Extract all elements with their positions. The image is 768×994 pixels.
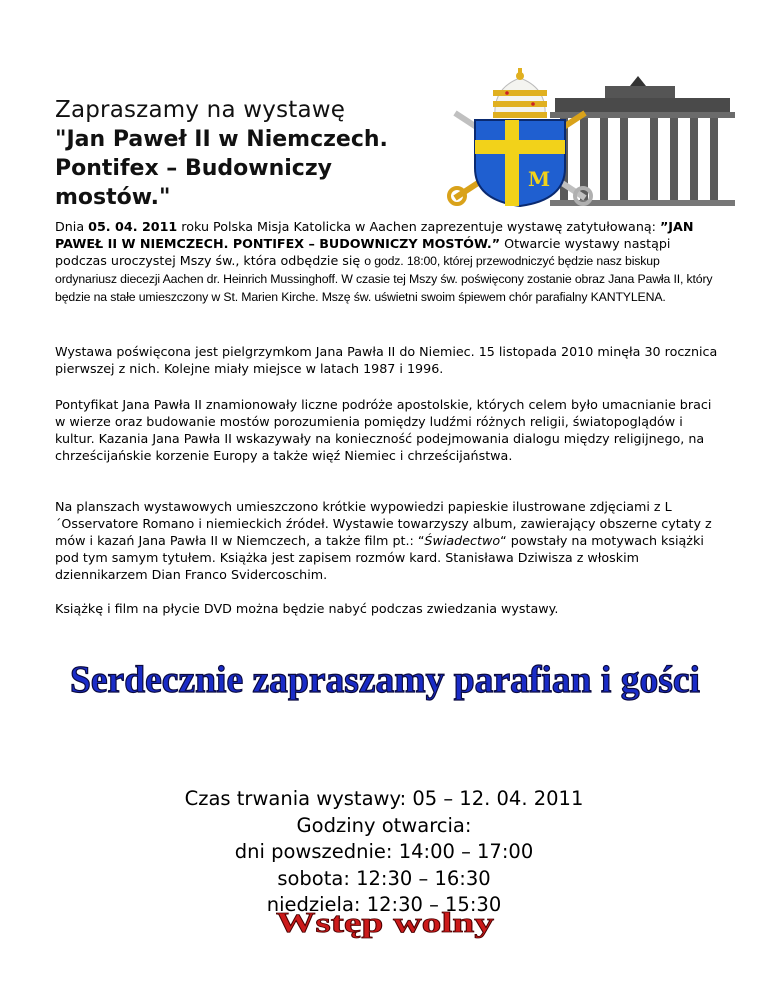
paragraph-pontificate xyxy=(55,396,720,464)
opening-hours-label: Godziny otwarcia: xyxy=(296,813,472,837)
invitation-banner xyxy=(60,648,710,710)
exhibition-title xyxy=(55,96,455,212)
paragraph-text: Pontyfikat Jana Pawła II znamionowały liczne podróże apostolskie, których celem było umacnianie braci w wierze oraz budowanie mostów porozumienia pomiędzy ludźmi różnych religii, światopoglądów i kultur. Kazania Jana Pawła II wskazywały na konieczność podejmowania dialogu między religijnego, na chrześcijańskie korzenie Europy a także więź Niemiec i chrześcijaństwa. xyxy=(55,397,712,463)
paragraph-text: Wystawa poświęcona jest pielgrzymkom Jana Pawła II do Niemiec. 15 listopada 2010 minęła 30 rocznica pierwszej z nich. Kolejne miały miejsce w latach 1987 i 1996. xyxy=(55,344,718,376)
text-segment: Otwarcie wystawy nastąpi podczas uroczystej Mszy św., która odbędzie się xyxy=(55,236,671,268)
marian-cross-shield-icon xyxy=(475,120,565,206)
saturday-hours: sobota: 12:30 – 16:30 xyxy=(277,866,491,890)
title-line-invitation: Zapraszamy na wystawę xyxy=(55,97,346,123)
text-segment: Dnia xyxy=(55,219,89,234)
schedule-block xyxy=(0,786,768,919)
brandenburg-gate-icon xyxy=(550,76,735,206)
text-segment: roku Polska Misja Katolicka w Aachen zaprezentuje wystawę zatytułowaną: xyxy=(177,219,660,234)
exhibition-name: ”JAN PAWEŁ II W NIEMCZECH. PONTIFEX – BUDOWNICZY MOSTÓW.” xyxy=(55,219,694,251)
papal-emblem-with-gate xyxy=(435,68,735,208)
paragraph-pilgrimages xyxy=(55,343,720,377)
free-entry-banner xyxy=(270,905,500,939)
weekday-hours: dni powszednie: 14:00 – 17:00 xyxy=(234,840,534,863)
paragraph-announcement xyxy=(55,218,720,306)
exhibition-duration: Czas trwania wystawy: 05 – 12. 04. 2011 xyxy=(184,787,584,810)
film-title: Świadectwo xyxy=(424,533,501,548)
paragraph-dvd xyxy=(55,600,720,617)
banner-text: Serdecznie zapraszamy parafian i gości xyxy=(70,659,700,701)
exhibition-date: 05. 04. 2011 xyxy=(88,219,178,234)
paragraph-exhibition-content xyxy=(55,498,720,583)
paragraph-text: Książkę i film na płycie DVD można będzie nabyć podczas zwiedzania wystawy. xyxy=(55,601,559,616)
text-segment: “ powstały na motywach książki pod tym samym tytułem. Książka jest zapisem rozmów kard. Stanisława Dziwisza z włoskim dziennikarzem Dian Franco Svidercoschim. xyxy=(55,533,704,582)
text-segment: Na planszach wystawowych umieszczono krótkie wypowiedzi papieskie ilustrowane zdjęciami z L´Osservatore Romano i niemieckich źródeł. Wystawie towarzyszy album, zawierający obszerne cytaty z mów i kazań Jana Pawła II w Niemczech, a także film pt.: “ xyxy=(55,499,712,548)
svg-text:M: M xyxy=(528,167,551,191)
text-segment: o godz. 18:00, której przewodniczyć będzie nasz biskup ordynariusz diecezji Aachen dr. Heinrich Mussinghoff. W czasie tej Mszy św. poświęcony zostanie obraz Jana Pawła II, który będzie na stałe umieszczony w St. Marien Kirche. Mszę św. uświetni swoim śpiewem chór parafialny KANTYLENA. xyxy=(55,254,713,304)
sunday-hours: niedziela: 12:30 – 15:30 xyxy=(266,893,502,916)
free-entry-text: Wstęp wolny xyxy=(276,908,494,939)
title-line-subtitle: Pontifex – Budowniczy mostów." xyxy=(55,156,332,210)
title-line-name: "Jan Paweł II w Niemczech. xyxy=(55,127,388,152)
papal-tiara-icon xyxy=(493,68,547,118)
